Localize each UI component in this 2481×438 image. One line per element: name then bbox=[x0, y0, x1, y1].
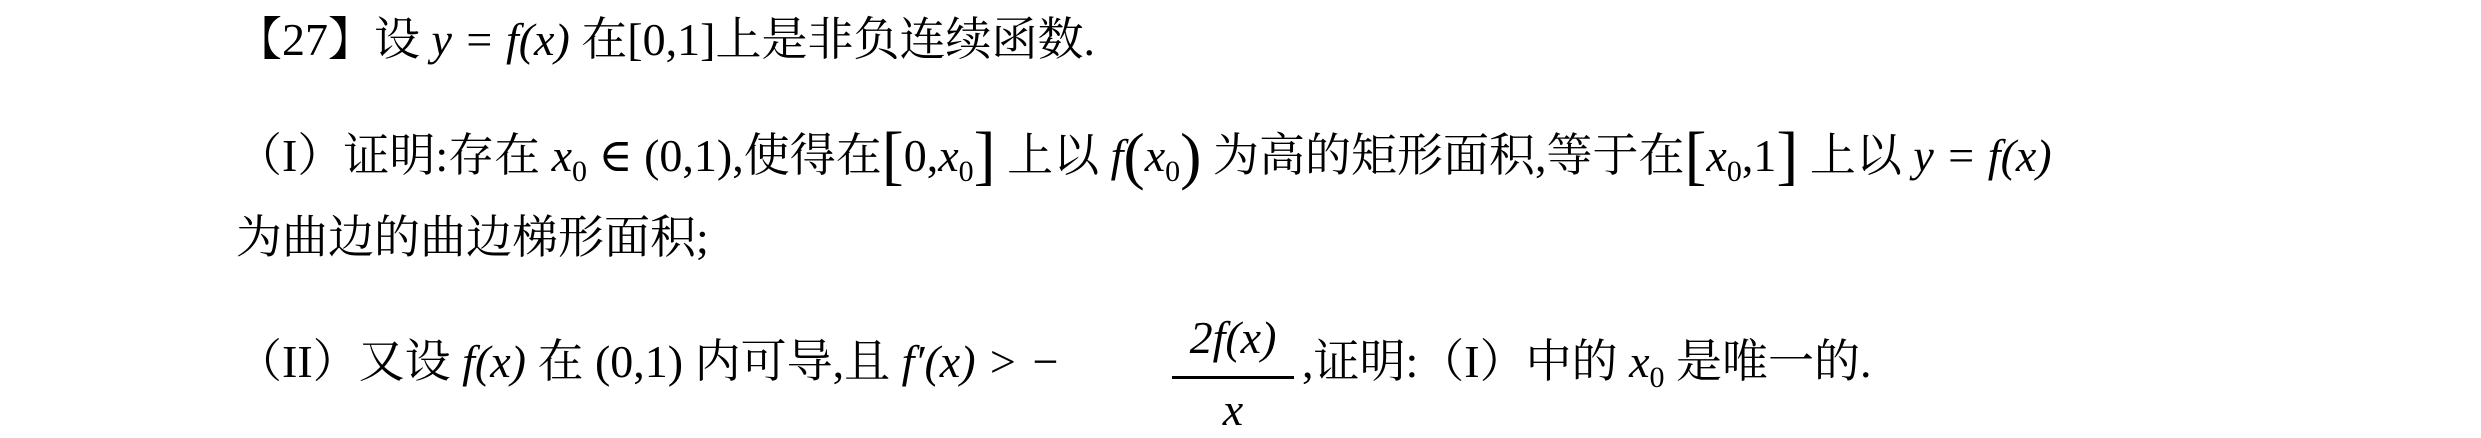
intro-function: y = f(x) bbox=[431, 14, 570, 65]
part2-derivative: f′(x) > − bbox=[901, 336, 1061, 387]
part1-interval-a: $[0,x_0]$ bbox=[881, 119, 996, 192]
part1-line2 bbox=[236, 210, 709, 266]
fraction-denominator: x bbox=[1222, 384, 1244, 435]
part1-x0: $x_0$ bbox=[551, 130, 588, 188]
part2-line bbox=[236, 334, 1061, 390]
part2-x0: $x_0$ bbox=[1629, 336, 1665, 394]
part2-text-c: 内可导,且 bbox=[694, 336, 891, 387]
problem-number: 【27】 bbox=[236, 14, 374, 65]
part1-text-c: 上以 bbox=[1007, 130, 1100, 181]
part1-curve-function: y = f(x) bbox=[1913, 130, 2052, 181]
part1-line2-text: 为曲边的曲边梯形面积; bbox=[236, 212, 709, 263]
intro-suffix: 上是非负连续函数. bbox=[715, 14, 1095, 65]
part1-membership: ∈ (0,1) bbox=[598, 130, 733, 181]
problem-statement bbox=[236, 12, 1095, 68]
intro-interval-label: 在[0,1] bbox=[581, 14, 716, 65]
part1-line1 bbox=[236, 119, 2052, 200]
part2-label: （II） bbox=[236, 336, 359, 387]
part2-text-a: 又设 bbox=[358, 336, 451, 387]
part1-text-a: 证明:存在 bbox=[343, 130, 541, 181]
fraction-numerator: 2f(x) bbox=[1189, 312, 1277, 363]
part2-interval: (0,1) bbox=[594, 336, 684, 387]
part1-interval-b: $[x_0,1]$ bbox=[1684, 119, 1799, 192]
part1-text-e: 上以 bbox=[1809, 130, 1902, 181]
part2-fraction bbox=[1168, 306, 1298, 436]
intro-interval: [0,1] bbox=[627, 14, 716, 65]
part1-text-b: ,使得在 bbox=[732, 130, 882, 181]
part2-text-b: 在 bbox=[537, 336, 584, 387]
part1-text-d: 为高的矩形面积,等于在 bbox=[1212, 130, 1685, 181]
part1-label: （I） bbox=[236, 130, 344, 181]
part2-text-e: 是唯一的. bbox=[1676, 336, 1872, 387]
part1-fx0: $f(x_0)$ bbox=[1110, 120, 1202, 191]
part2-function: f(x) bbox=[462, 336, 526, 387]
part2-text-d: ,证明:（I）中的 bbox=[1302, 336, 1618, 387]
part2-line-tail bbox=[1302, 334, 1872, 406]
fraction-bar bbox=[1172, 376, 1294, 379]
intro-prefix: 设 bbox=[374, 14, 420, 65]
